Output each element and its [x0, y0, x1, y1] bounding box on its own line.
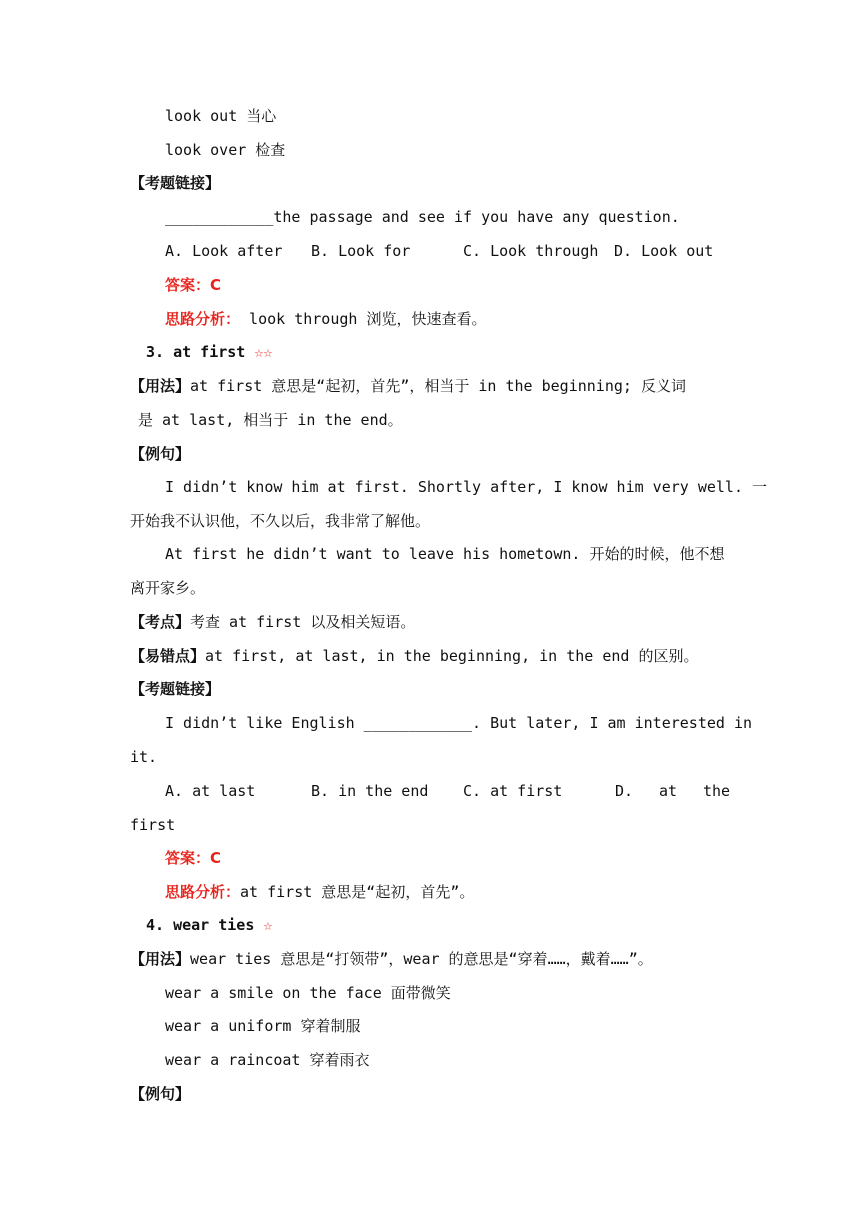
error-point-text: at first, at last, in the beginning, in the end 的区别。	[205, 647, 699, 665]
analysis-text: at first 意思是“起初，首先”。	[240, 883, 475, 901]
option-d-word-2: the	[703, 782, 731, 800]
option-d: D. Look out	[614, 242, 714, 260]
test-point-text: 考查 at first 以及相关短语。	[190, 613, 416, 631]
phrase-look-out: look out 当心	[165, 107, 277, 125]
usage-label: 【用法】	[130, 950, 191, 968]
answer-2: 答案：C	[165, 849, 222, 867]
usage-text: wear ties 意思是“打领带”，wear 的意思是“穿着……，戴着……”。	[190, 950, 653, 968]
analysis-label: 思路分析：	[165, 310, 241, 328]
section-title-text: 4. wear ties	[146, 916, 264, 934]
error-point-label: 【易错点】	[130, 647, 206, 665]
analysis-2	[165, 882, 730, 902]
usage-line-2: 是 at last, 相当于 in the end。	[138, 411, 403, 429]
usage-label: 【用法】	[130, 377, 191, 395]
exam-link-heading-2: 【考题链接】	[130, 680, 221, 698]
section-4-title	[146, 915, 730, 935]
analysis-label: 思路分析：	[165, 883, 241, 901]
option-a: A. Look after	[165, 242, 283, 260]
example-2-line-1: At first he didn’t want to leave his hometown. 开始的时候，他不想	[165, 545, 725, 563]
phrase-wear-raincoat: wear a raincoat 穿着雨衣	[165, 1051, 370, 1069]
question-2-line-1: I didn’t like English ____________. But later, I am interested in	[165, 714, 752, 732]
question-2-line-2: it.	[130, 748, 158, 766]
example-heading: 【例句】	[130, 445, 191, 463]
analysis-1	[165, 309, 730, 329]
option-d-letter: D.	[615, 782, 634, 800]
phrase-look-over: look over 检查	[165, 141, 286, 159]
option-b: B. in the end	[311, 782, 429, 800]
option-b: B. Look for	[311, 242, 411, 260]
example-2-line-2: 离开家乡。	[130, 579, 206, 597]
error-point	[130, 646, 730, 666]
phrase-wear-smile: wear a smile on the face 面带微笑	[165, 984, 451, 1002]
star-icon: ☆	[263, 916, 273, 934]
phrase-wear-uniform: wear a uniform 穿着制服	[165, 1017, 361, 1035]
section-title-text: 3. at first	[146, 343, 255, 361]
usage-line-s4	[130, 949, 730, 969]
test-point-label: 【考点】	[130, 613, 191, 631]
test-point	[130, 612, 730, 632]
option-c: C. Look through	[463, 242, 599, 260]
section-3-title	[146, 342, 730, 362]
answer-1: 答案：C	[165, 276, 222, 294]
question-1: ____________the passage and see if you have any question.	[165, 208, 680, 226]
analysis-text: look through 浏览，快速查看。	[240, 310, 487, 328]
usage-text: at first 意思是“起初，首先”，相当于 in the beginning; 反义词	[190, 377, 686, 395]
option-a: A. at last	[165, 782, 256, 800]
option-d-word-1: at	[659, 782, 678, 800]
star-icon: ☆☆	[254, 343, 273, 361]
usage-line-1	[130, 376, 730, 396]
example-1-line-1: I didn’t know him at first. Shortly after, I know him very well. 一	[165, 478, 767, 496]
example-1-line-2: 开始我不认识他，不久以后，我非常了解他。	[130, 512, 431, 530]
example-heading-2: 【例句】	[130, 1085, 191, 1103]
exam-link-heading: 【考题链接】	[130, 174, 221, 192]
option-c: C. at first	[463, 782, 563, 800]
question-2-line-3: first	[130, 816, 176, 834]
